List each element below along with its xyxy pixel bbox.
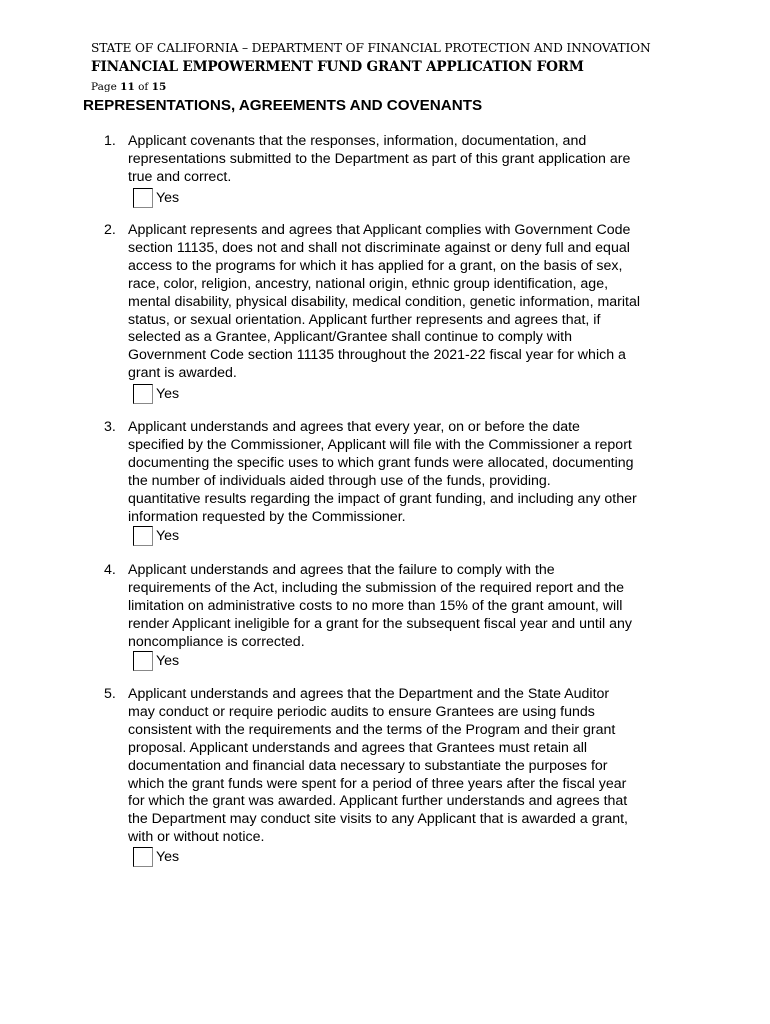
yes-checkbox[interactable] bbox=[133, 384, 153, 404]
yes-checkbox[interactable] bbox=[133, 651, 153, 671]
item-line: documentation and financial data necessary to substantiate the purposes for bbox=[128, 757, 608, 774]
form-title: FINANCIAL EMPOWERMENT FUND GRANT APPLICATION FORM bbox=[91, 59, 584, 75]
item-text bbox=[128, 133, 684, 187]
item-number: 3. bbox=[104, 419, 116, 435]
item-line: the Department may conduct site visits to any Applicant that is awarded a grant, bbox=[128, 811, 628, 828]
item-line: documenting the specific uses to which grant funds were allocated, documenting bbox=[128, 454, 634, 471]
item-line: Applicant represents and agrees that Applicant complies with Government Code bbox=[128, 222, 631, 238]
item-line: may conduct or require periodic audits to ensure Grantees are using funds bbox=[128, 703, 595, 720]
agency-header: STATE OF CALIFORNIA – DEPARTMENT OF FINANCIAL PROTECTION AND INNOVATION bbox=[91, 41, 651, 55]
item-number: 4. bbox=[104, 562, 116, 578]
item-text bbox=[128, 686, 684, 847]
item-line: race, color, religion, ancestry, national origin, ethnic group identification, age, bbox=[128, 275, 609, 292]
item-line: mental disability, physical disability, medical condition, genetic information, marital bbox=[128, 293, 641, 310]
yes-checkbox[interactable] bbox=[133, 188, 153, 208]
item-line: requirements of the Act, including the submission of the required report and the bbox=[128, 579, 625, 596]
item-line: grant is awarded. bbox=[128, 365, 237, 382]
item-line: section 11135, does not and shall not discriminate against or deny full and equal bbox=[128, 239, 630, 256]
covenant-item-1 bbox=[104, 133, 684, 187]
item-line: consistent with the requirements and the terms of the Program and their grant bbox=[128, 721, 616, 738]
page-of: of bbox=[138, 81, 149, 93]
item-text bbox=[128, 419, 684, 526]
item-text bbox=[128, 562, 684, 652]
yes-label: Yes bbox=[156, 653, 180, 669]
page-current: 11 bbox=[120, 81, 135, 93]
covenant-item-5 bbox=[104, 686, 684, 847]
section-heading: REPRESENTATIONS, AGREEMENTS AND COVENANTS bbox=[83, 97, 483, 114]
item-number: 1. bbox=[104, 133, 116, 149]
item-number: 5. bbox=[104, 686, 116, 702]
item-line: quantitative results regarding the impact of grant funding, and including any other bbox=[128, 490, 637, 507]
page-indicator bbox=[91, 81, 166, 93]
item-line: information requested by the Commissioner. bbox=[128, 508, 406, 525]
item-text bbox=[128, 222, 684, 383]
item-line: Government Code section 11135 throughout the 2021-22 fiscal year for which a bbox=[128, 347, 626, 364]
covenant-item-4 bbox=[104, 562, 684, 652]
item-line: Applicant understands and agrees that the Department and the State Auditor bbox=[128, 686, 610, 702]
item-line: with or without notice. bbox=[128, 829, 265, 846]
yes-label: Yes bbox=[156, 528, 180, 544]
item-line: limitation on administrative costs to no more than 15% of the grant amount, will bbox=[128, 597, 623, 614]
item-line: the number of individuals aided through use of the funds, providing. bbox=[128, 472, 551, 489]
page-prefix: Page bbox=[91, 81, 117, 93]
item-line: specified by the Commissioner, Applicant will file with the Commissioner a report bbox=[128, 436, 632, 453]
item-line: Applicant covenants that the responses, information, documentation, and bbox=[128, 133, 587, 149]
item-line: Applicant understands and agrees that the failure to comply with the bbox=[128, 562, 555, 578]
item-line: noncompliance is corrected. bbox=[128, 633, 305, 650]
item-line: proposal. Applicant understands and agrees that Grantees must retain all bbox=[128, 739, 588, 756]
item-line: for which the grant was awarded. Applicant further understands and agrees that bbox=[128, 793, 628, 810]
yes-label: Yes bbox=[156, 386, 180, 402]
yes-checkbox[interactable] bbox=[133, 847, 153, 867]
yes-label: Yes bbox=[156, 190, 180, 206]
item-line: representations submitted to the Department as part of this grant application are bbox=[128, 150, 631, 167]
item-line: access to the programs for which it has applied for a grant, on the basis of sex, bbox=[128, 257, 623, 274]
item-number: 2. bbox=[104, 222, 116, 238]
page-total: 15 bbox=[151, 81, 167, 93]
item-line: which the grant funds were spent for a period of three years after the fiscal year bbox=[128, 775, 627, 792]
item-line: render Applicant ineligible for a grant for the subsequent fiscal year and until any bbox=[128, 615, 632, 632]
item-line: selected as a Grantee, Applicant/Grantee shall continue to comply with bbox=[128, 329, 573, 346]
item-line: status, or sexual orientation. Applicant further represents and agrees that, if bbox=[128, 311, 601, 328]
covenant-item-2 bbox=[104, 222, 684, 383]
yes-label: Yes bbox=[156, 849, 180, 865]
yes-checkbox[interactable] bbox=[133, 526, 153, 546]
item-line: true and correct. bbox=[128, 168, 232, 185]
item-line: Applicant understands and agrees that every year, on or before the date bbox=[128, 419, 580, 435]
covenant-item-3 bbox=[104, 419, 684, 526]
